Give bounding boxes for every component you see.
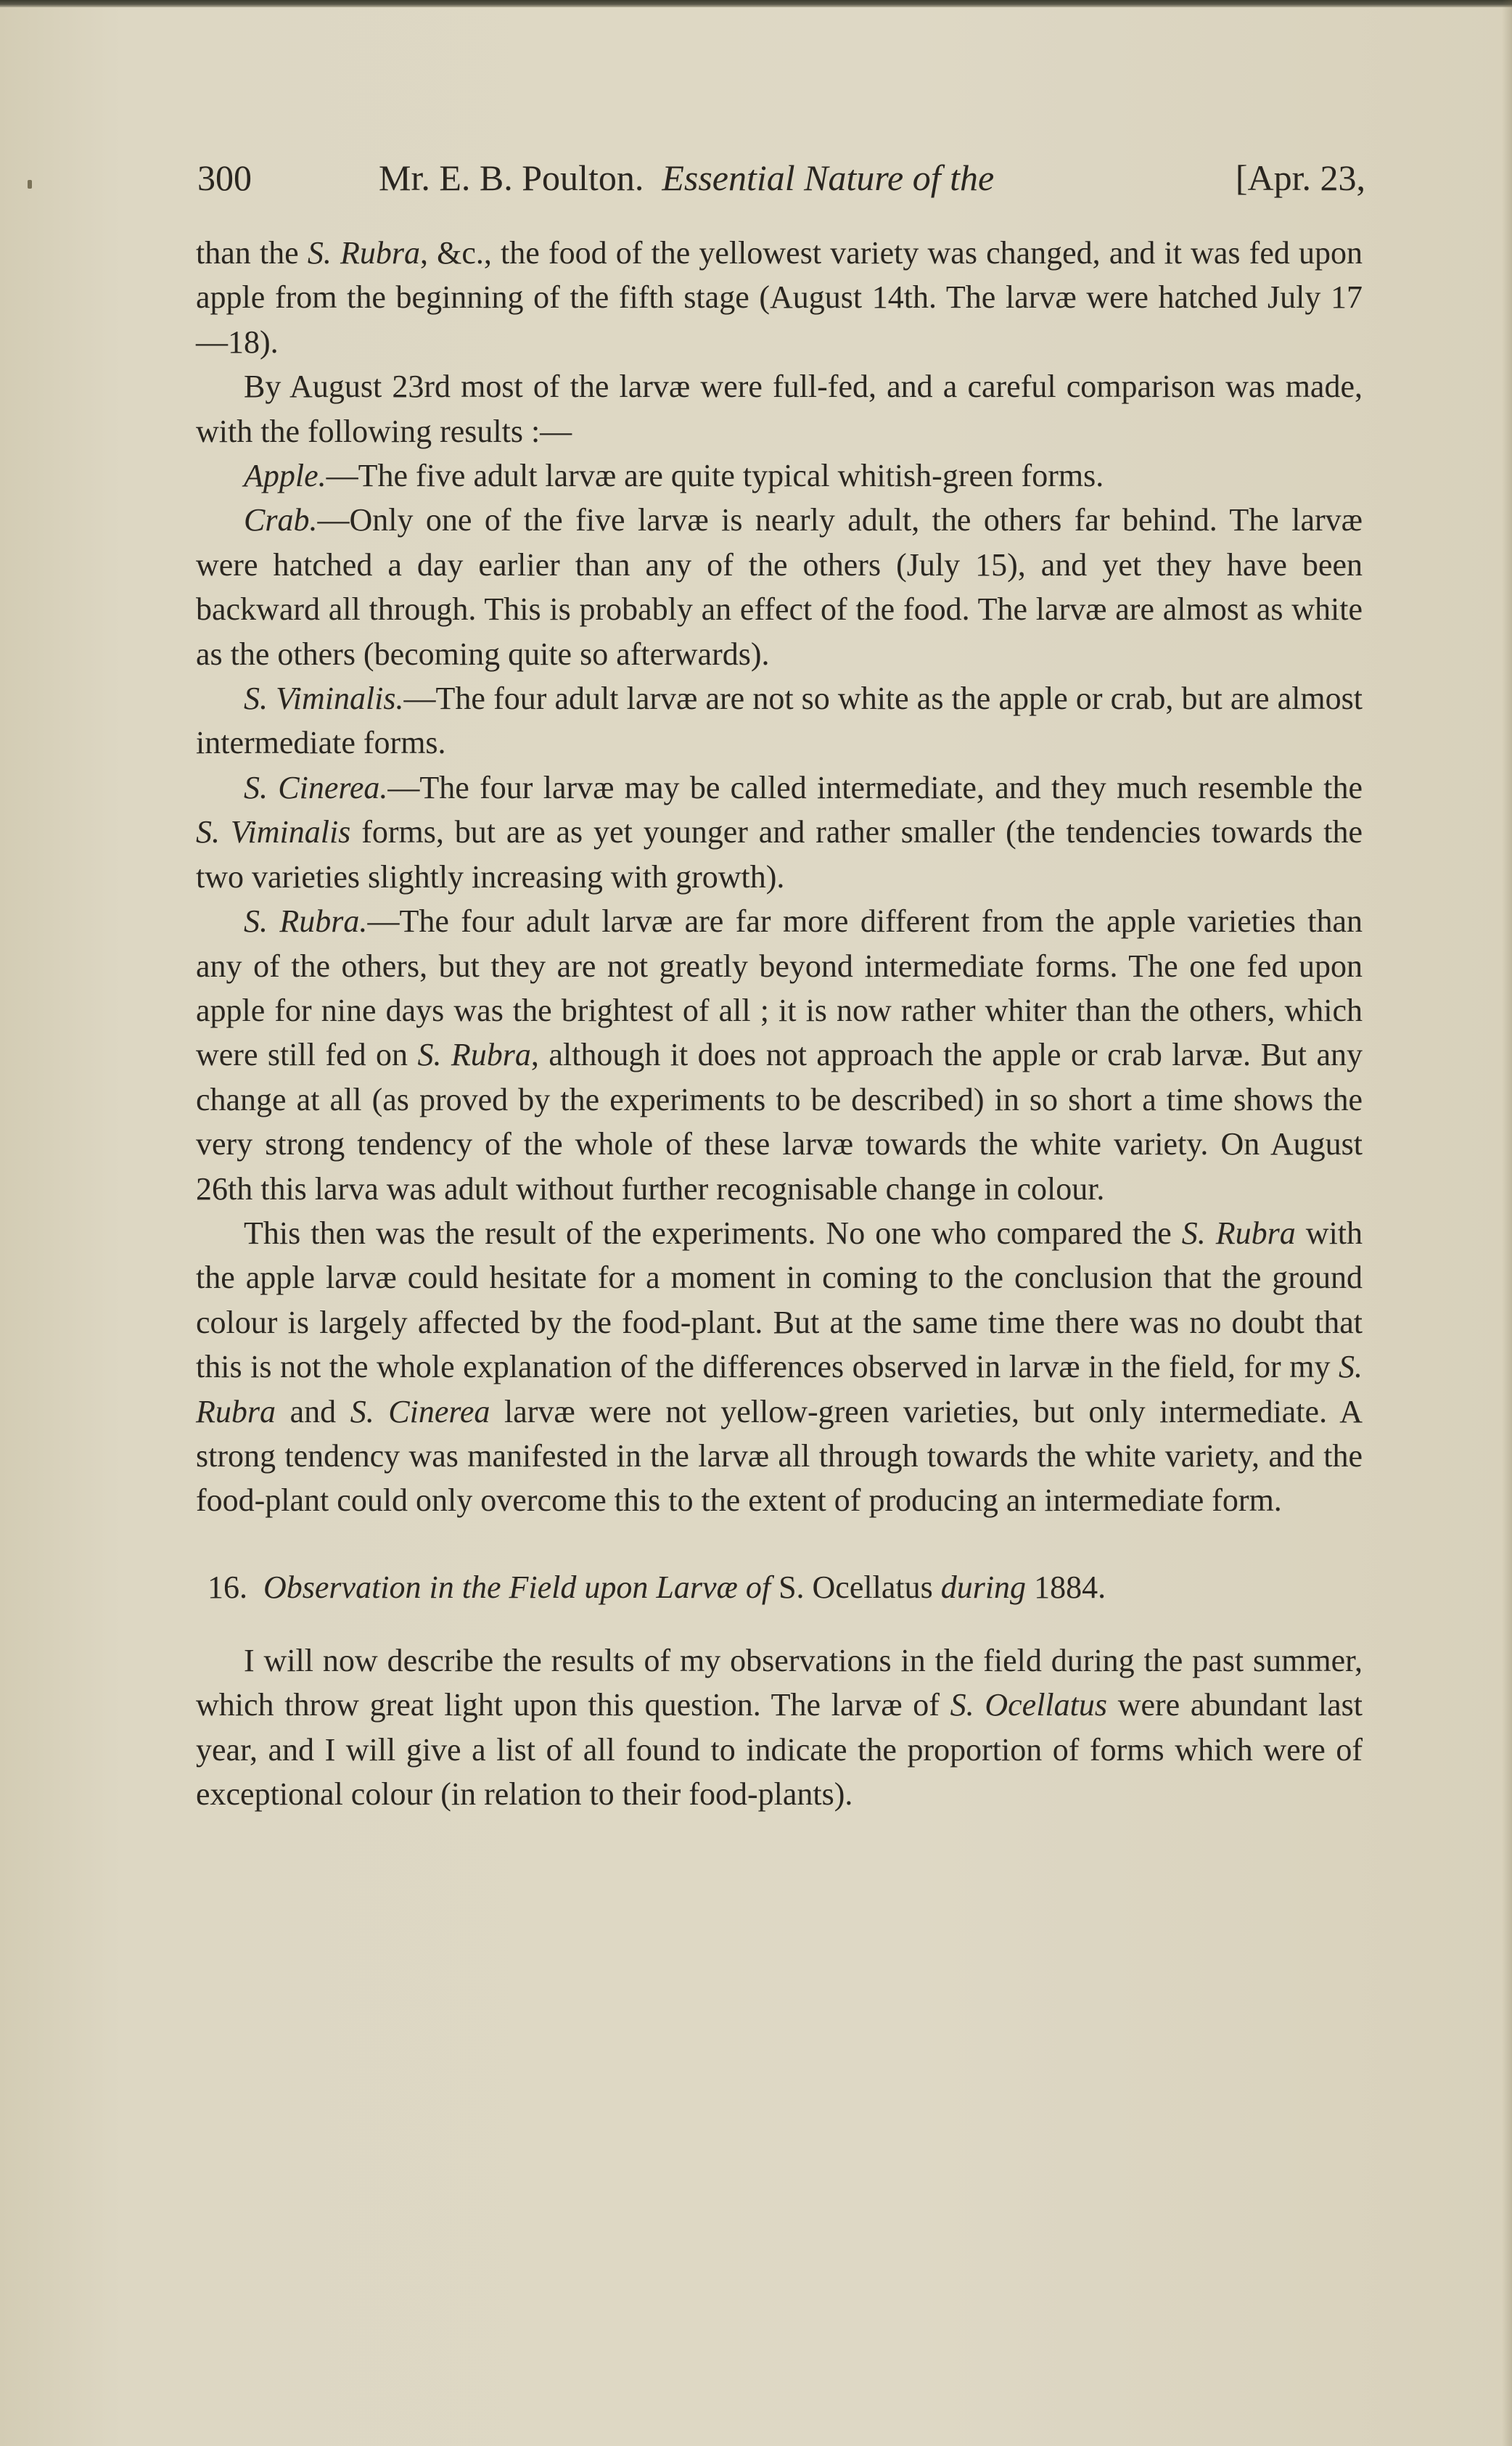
paragraph-conclusion: [196, 1211, 1363, 1523]
species-name: S. Rubra: [1181, 1215, 1296, 1251]
page-number: 300: [197, 157, 252, 198]
text-run: with the apple larvæ could hesitate for a moment in coming to the conclusion that the ground colour is largely affected by the food-plant. But at the same time there was no doubt that this is not the whole explanation of the differences observed in larvæ in the field, for my: [196, 1215, 1363, 1385]
body-text: [196, 231, 1363, 1816]
text-run: , &c., the food of the yellowest variety was changed, and it was fed upon apple from the beginning of the fifth stage (August 14th. The larvæ were hatched July 17—18).: [196, 235, 1363, 360]
paragraph-field-observation: [196, 1638, 1363, 1817]
paragraph-apple: [196, 454, 1363, 498]
running-header: [197, 149, 1365, 207]
text-run: I will now describe the results of my observations in the field during the past summer, which throw great light upon this question. The larvæ of: [196, 1642, 1363, 1723]
paragraph-2: By August 23rd most of the larvæ were full-fed, and a careful comparison was made, with the following results :—: [196, 369, 1363, 449]
section-year: 1884.: [1034, 1569, 1106, 1605]
text-run: were abundant last year, and I will give a list of all found to indicate the proportion of forms which were of exceptional colour (in relation to their food-plants).: [196, 1687, 1363, 1812]
text-run: , although it does not approach the apple or crab larvæ. But any change at all (as proved by the experiments to be described) in so short a time shows the very strong tendency of the whole of these larvæ towards the white variety. On August 26th this larva was adult without further recognisable change in colour.: [196, 1037, 1363, 1207]
paragraph-1: [196, 231, 1363, 364]
paragraph-rubra: [196, 899, 1363, 1211]
section-number: 16.: [208, 1569, 247, 1605]
running-title: [379, 149, 994, 207]
text-run: —Only one of the five larvæ is nearly adult, the others far behind. The larvæ were hatched a day earlier than any of the others (July 15), and yet they have been backward all through. This is probably an effect of the food. The larvæ are almost as white as the others (becoming quite so afterwards).: [196, 502, 1363, 672]
paragraph-crab: [196, 498, 1363, 676]
page-top-edge: [0, 0, 1512, 7]
section-species: S. Ocellatus: [778, 1569, 933, 1605]
species-name: S. Viminalis: [196, 814, 351, 850]
paragraph-cinerea: [196, 766, 1363, 899]
section-title-text: Observation in the Field upon Larvæ of: [263, 1569, 771, 1605]
text-run: —The four adult larvæ are far more different from the apple varieties than any of the others, but they are not greatly beyond intermediate forms. The one fed upon apple for nine days was the brightest of all ; it is now rather whiter than the others, which were still fed on: [196, 903, 1363, 1073]
species-name: S. Rubra: [417, 1037, 531, 1073]
page-right-edge: [1502, 0, 1512, 2446]
species-name: S. Cinerea: [350, 1393, 490, 1429]
species-name: S. Rubra: [196, 1349, 1363, 1429]
text-run: —The five adult larvæ are quite typical whitish-green forms.: [326, 458, 1104, 494]
margin-mark: [28, 180, 32, 189]
text-run: forms, but are as yet younger and rather smaller (the tendencies towards the two varieties slightly increasing with growth).: [196, 814, 1363, 895]
paragraph-label: Crab.: [244, 502, 318, 538]
paragraph-label: Apple.: [244, 458, 326, 494]
paragraph-label: S. Cinerea.: [244, 769, 388, 805]
text-run: —The four adult larvæ are not so white as the apple or crab, but are almost intermediate forms.: [196, 681, 1363, 761]
text-run: larvæ were not yellow-green varieties, but only intermediate. A strong tendency was manifested in the larvæ all through towards the white variety, and the food-plant could only overcome this to the extent of producing an intermediate form.: [196, 1393, 1363, 1519]
text-run: than the: [196, 235, 308, 271]
paragraph-viminalis: [196, 676, 1363, 766]
text-run: This then was the result of the experiments. No one who compared the: [244, 1215, 1182, 1251]
text-run: and: [276, 1393, 350, 1429]
species-name: S. Rubra: [307, 235, 420, 271]
title-italic: Essential Nature of the: [662, 157, 995, 198]
section-heading: [208, 1565, 1363, 1609]
header-date: [Apr. 23,: [1235, 157, 1365, 198]
paragraph-label: S. Rubra.: [244, 903, 368, 940]
species-name: S. Ocellatus: [950, 1687, 1107, 1723]
paragraph-label: S. Viminalis.: [244, 681, 404, 717]
text-run: —The four larvæ may be called intermediate, and they much resemble the: [387, 769, 1363, 805]
author-name: Mr. E. B. Poulton.: [379, 157, 644, 198]
section-title-text: during: [940, 1569, 1027, 1605]
